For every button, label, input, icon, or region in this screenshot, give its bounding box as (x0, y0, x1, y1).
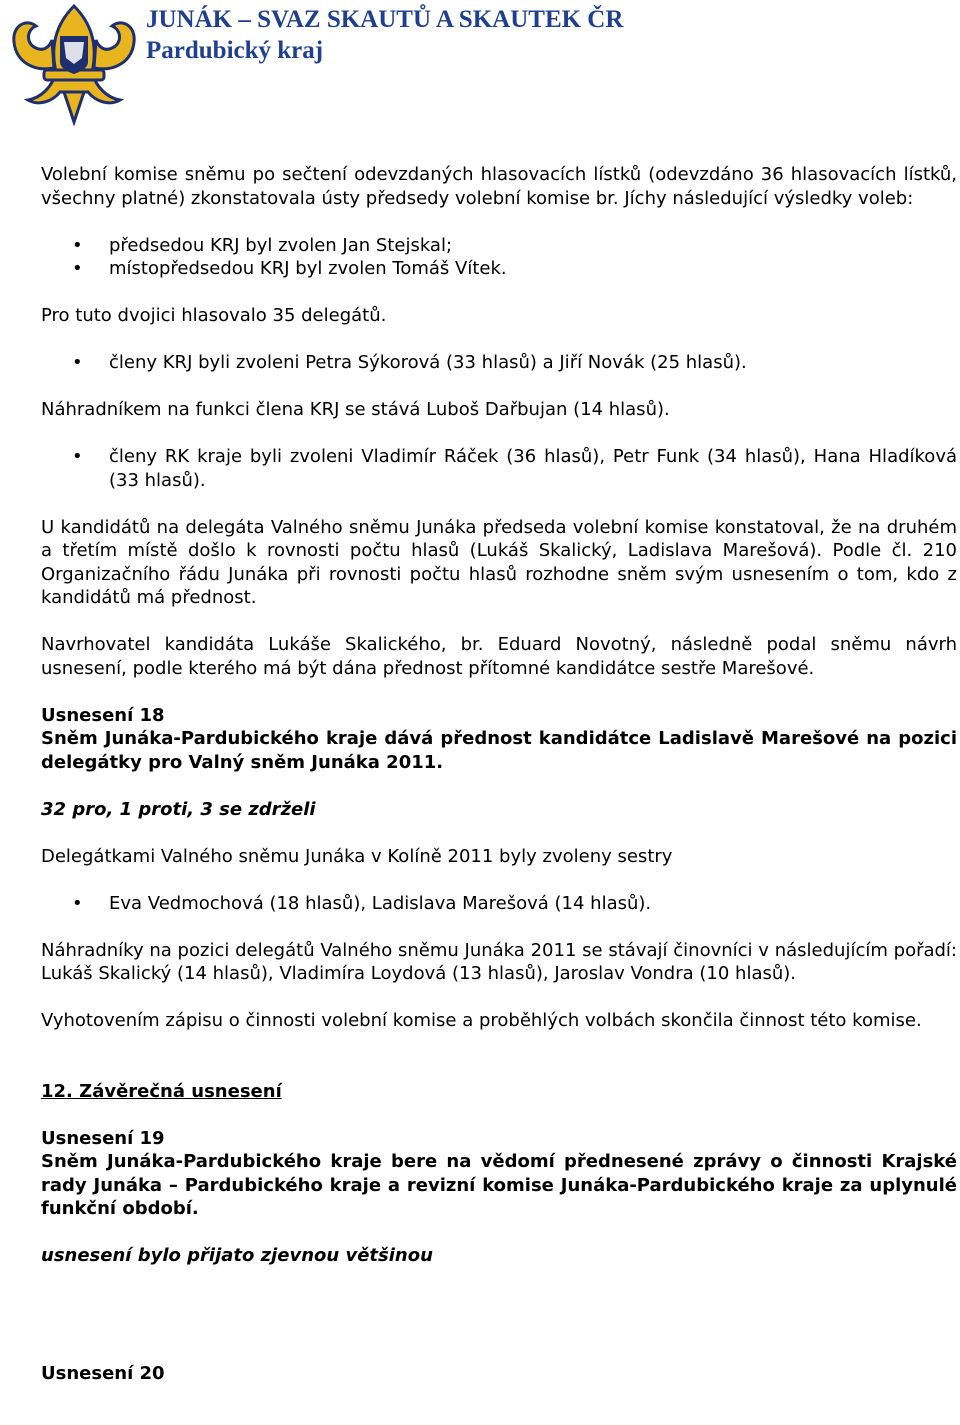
rk-members-list (41, 445, 957, 492)
closing-paragraph: Vyhotovením zápisu o činnosti volební komise a proběhlých volbách skončila činnost této komise. (41, 1010, 922, 1031)
tie-paragraph: U kandidátů na delegáta Valného sněmu Junáka předseda volební komise konstatoval, že na druhém a třetím místě došlo k rovnosti počtu hlasů (Lukáš Skalický, Ladislava Marešová). Podle čl. 210 Organizačního řádu Junáka při rovnosti počtu hlasů rozhodne sněm svým usnesením o tom, kdo z kandidátů má přednost. (41, 516, 957, 608)
region-name: Pardubický kraj (146, 37, 324, 64)
list-item: • Eva Vedmochová (18 hlasů), Ladislava Marešová (14 hlasů). (41, 892, 957, 916)
proposal-paragraph: Navrhovatel kandidáta Lukáše Skalického, br. Eduard Novotný, následně podal sněmu návrh usnesení, podle kterého má být dána přednost přítomné kandidátce sestře Marešové. (41, 634, 957, 679)
section-heading: 12. Závěrečná usnesení (41, 1080, 282, 1102)
document-body (41, 163, 957, 1385)
organization-header (146, 4, 623, 66)
page-header (0, 0, 960, 130)
intro-paragraph: Volební komise sněmu po sečtení odevzdaných hlasovacích lístků (odevzdáno 36 hlasovacích lístků, všechny platné) zkonstatovala ústy předsedy volební komise br. Jíchy následující výsledky voleb: (41, 164, 957, 209)
resolution-text: Sněm Junáka-Pardubického kraje bere na vědomí přednesené zprávy o činnosti Krajské rady Junáka – Pardubického kraje a revizní komise Junáka-Pardubického kraje za uplynulé funkční období. (41, 1151, 957, 1219)
election-results-list (41, 234, 957, 281)
scout-lily-logo (4, 2, 144, 126)
delegates-list (41, 892, 957, 916)
list-item: • předsedou KRJ byl zvolen Jan Stejskal; (41, 234, 957, 258)
organization-name: JUNÁK – SVAZ SKAUTŮ A SKAUTEK ČR (146, 6, 624, 33)
resolution-title: Usnesení 19 (41, 1127, 165, 1149)
delegates-intro: Delegátkami Valného sněmu Junáka v Kolíně 2011 byly zvoleny sestry (41, 845, 673, 867)
resolution-title: Usnesení 18 (41, 704, 165, 726)
pair-votes-text: Pro tuto dvojici hlasovalo 35 delegátů. (41, 305, 387, 326)
vote-result: 32 pro, 1 proti, 3 se zdrželi (41, 798, 316, 820)
resolution-19 (41, 1127, 957, 1221)
list-item: • členy KRJ byli zvoleni Petra Sýkorová (33 hlasů) a Jiří Novák (25 hlasů). (41, 351, 957, 375)
substitutes-paragraph: Náhradníky na pozici delegátů Valného sněmu Junáka 2011 se stávají činovníci v následujícím pořadí: Lukáš Skalický (14 hlasů), Vladimíra Loydová (13 hlasů), Jaroslav Vondra (10 hlasů). (41, 939, 957, 984)
resolution-title: Usnesení 20 (41, 1362, 165, 1384)
list-item: • místopředsedou KRJ byl zvolen Tomáš Vítek. (41, 257, 957, 281)
krj-members-list (41, 351, 957, 375)
resolution-18 (41, 704, 957, 775)
resolution-text: Sněm Junáka-Pardubického kraje dává přednost kandidátce Ladislavě Marešové na pozici delegátky pro Valný sněm Junáka 2011. (41, 728, 957, 773)
list-item: • členy RK kraje byli zvoleni Vladimír Ráček (36 hlasů), Petr Funk (34 hlasů), Hana Hladíková (33 hlasů). (41, 445, 957, 492)
vote-result: usnesení bylo přijato zjevnou většinou (41, 1245, 433, 1266)
substitute-text: Náhradníkem na funkci člena KRJ se stává Luboš Dařbujan (14 hlasů). (41, 399, 670, 420)
